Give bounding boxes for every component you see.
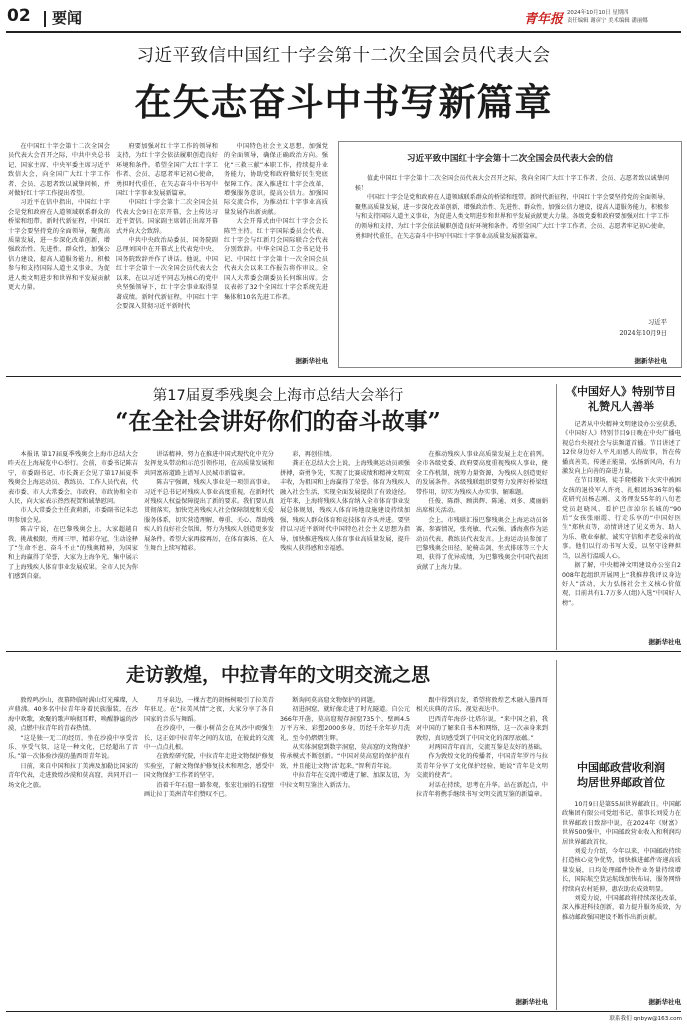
story3-col-4-text-para-1: 跟中得到启发，希望将敦煌艺术融入墨西哥相关庆典的音乐、视觉表达中。 xyxy=(416,697,548,714)
lead-col-2-text-para-2: 中国红十字会第十二次全国会员代表大会9日在京开幕，会上传达习近平贺信。国家副主席韩正出席开幕式并向大会致辞。 xyxy=(116,199,218,235)
sidebar2-divider xyxy=(556,660,557,1010)
story3-col-3-text-para-4: 中拉青年在交流中增进了解、加深友谊，为中拉文明互鉴注入新活力。 xyxy=(280,772,410,789)
lead-headline: 在矢志奋斗中书写新篇章 xyxy=(134,81,553,124)
story3-col-4-text-para-3: 对两国青年而言，交流互鉴是友好的基础。 xyxy=(428,744,546,752)
lead-col-1-text-para-2: 习近平在信中指出，中国红十字会是党和政府在人道领域联系群众的桥梁和纽带。新时代新征程，中国红十字会要坚持党的全面领导，聚焦高质量发展，进一步深化改革创新，增强政治性、先进性、群众性，加强公信力建设，提高人道服务能力，积极参与和支持国际人道主义事业，为促进人类文明进步和世界和平发展贡献更大力量。 xyxy=(8,199,110,292)
sidebar1-body xyxy=(562,420,681,634)
sidebar1-source: 据新华社电 xyxy=(648,638,681,646)
story3-col-4-text-para-2: 巴西青年海莎·比塔尔说，“来中国之前，我对中国的了解来自书本和网络，这一次亲身来到敦煌，真切感受到了中国文化的深厚底蕴。” xyxy=(416,715,548,742)
section-rule-2 xyxy=(6,651,681,652)
lead-col-1 xyxy=(8,142,110,354)
lead-col-3-text-para-1: 中国特色社会主义思想，加强党的全面领导，确保正确政治方向。强化“三救三献”本职工作，持续提升业务能力，协助党和政府做好民生兜底保障工作。深入推进红十字会改革，增强服务意识，提高公信力。加强国际交流合作，为推动红十字事业高质量发展作出新贡献。 xyxy=(224,143,328,216)
sidebar1-body-text-para-3: 据了解，中央精神文明建设办公室自2008年起组织开展网上“我推荐我评议身边好人”活动，大力弘扬社会主义核心价值观，目前共有1.7万多人(组)入选“中国好人榜”。 xyxy=(562,562,681,607)
letter-source: 据新华社电 xyxy=(634,357,667,365)
story2-col-2 xyxy=(144,450,274,640)
story3-col-4-text-para-5: 对话在持续，思考在升华。站在新起点，中拉青年将携手继续书写文明交流互鉴的新篇章。 xyxy=(416,781,548,799)
story3-col-2-text-para-2: 在沙漠中，一棵小树苗会在风沙中顽强生长，这正如中拉青年之间的友谊，在彼此的交流中一点点扎根。 xyxy=(144,725,274,752)
story2-col-4-text-para-2: 任俊、陈群、顾洪辉、陈通、刘多、虞丽娟出席相关活动。 xyxy=(416,498,548,515)
story2-col-4-text-para-1: 在推动残疾人事业高质量发展上走在前列。全市各级党委、政府要高度重视残疾人事业，健全工作机制，统筹力量资源，为残疾人创造更好的发展条件。各级残联组织要努力发挥好桥梁纽带作用，切实为残疾人办实事、解难题。 xyxy=(416,451,548,496)
story3-col-4-text-para-4: 作为敦煌文化的传播者，中国青年罗丹与拉美青年分享了文化保护经验，她说“青年是文明交流的使者”。 xyxy=(416,753,548,780)
story3-col-2-text-para-1: 月牙泉边，一棵古老的胡杨树吸引了拉美青年驻足。在“拉美风情”之夜，大家分享了各自国家的音乐与舞蹈。 xyxy=(144,697,274,723)
story3-col-1 xyxy=(8,696,138,1008)
sidebar2-body-text-para-3: 刘爱力说，中国邮政将持续深化改革，深入推进科技创新，着力提升服务质效，为推动邮政强国建设不断作出新贡献。 xyxy=(562,895,681,921)
letter-title: 习近平致中国红十字会第十二次全国会员代表大会的信 xyxy=(406,154,614,164)
lead-kicker: 习近平致信中国红十字会第十二次全国会员代表大会 xyxy=(136,46,551,66)
lead-col-2-text-para-1: 府要加强对红十字工作的领导和支持，为红十字会依法履职创造良好环境和条件。希望全国广大红十字工作者、会员、志愿者牢记初心使命，勇担时代重任，在矢志奋斗中书写中国红十字事业发展新篇章。 xyxy=(116,143,218,198)
story3-col-3-text-para-2: 初进洞窟，就好像走进了时光隧道。自公元366年开凿，莫高窟现存洞窟735个、壁画4.5万平方米、彩塑2000多身，历经千余年岁月洗礼，至今仍熠熠生辉。 xyxy=(280,706,410,742)
letter-body xyxy=(355,174,669,302)
story2-col-3-text-para-2: 龚正在总结大会上说，上海残奥运动员顽强拼搏，奋勇争先，实现了比赛成绩和精神文明双丰收，为祖国和上海赢得了荣誉。体育为残疾人融入社会生活，实现全面发展提供了有效途径。近年来，上海将残疾人体育纳入全市体育事业发展总体规划，残疾人体育场地设施建设持续加强，残疾人群众体育和竞技体育齐头并进。要坚持以习近平新时代中国特色社会主义思想为指导，加快推进残疾人体育事业高质量发展，提升残疾人获得感和幸福感。 xyxy=(280,460,410,553)
story3-headline: 走访敦煌，中拉青年的文明交流之思 xyxy=(125,664,430,686)
story2-col-1 xyxy=(8,450,138,640)
sidebar2-body xyxy=(562,800,681,992)
page-number: 02 xyxy=(7,6,31,26)
lead-col-3 xyxy=(224,142,328,352)
header-divider-icon xyxy=(44,11,46,27)
sidebar2-body-text-para-2: 刘爱力介绍，今年以来，中国邮政持续打造核心竞争优势，加快推进邮件寄递高质量发展，日均处理邮件快件业务量持续增长，国际航空货运航线加快布局，服务网络持续向农村延伸，惠农助农成效明显。 xyxy=(562,848,681,893)
header-editors: 责任编辑 谢彦宁 美术编辑 潘丽娜 xyxy=(567,18,648,24)
story3-col-4 xyxy=(416,696,548,994)
story2-col-3 xyxy=(280,450,410,640)
letter-signature: 习近平 xyxy=(647,318,667,326)
letter-body-text-para-2: 中国红十字会是党和政府在人道领域联系群众的桥梁和纽带。新时代新征程，中国红十字会要坚持党的全面领导，聚焦高质量发展，进一步深化改革创新，增强政治性、先进性、群众性，加强公信力建设，提高人道服务能力，积极参与和支持国际人道主义事业，为促进人类文明进步和世界和平发展贡献更大力量。各级党委和政府要加强对红十字工作的领导和支持，为红十字会依法履职创造良好环境和条件。希望全国广大红十字工作者、会员、志愿者牢记初心使命，勇担时代重任，在矢志奋斗中书写中国红十字事业高质量发展新篇章。 xyxy=(355,194,669,240)
sidebar1-body-text-para-1: 记者从中央精神文明建设办公室获悉，《中国好人》特别节目9日晚在中央广播电视总台央视社会与法频道首播。节目讲述了12位身边好人平凡而感人的故事，旨在传播真善美，传递正能量，弘扬新风尚，有力激发向上向善的奋进力量。 xyxy=(562,421,681,476)
lead-col-1-text-para-1: 在中国红十字会第十二次全国会员代表大会召开之际，中共中央总书记、国家主席、中央军委主席习近平致信大会，向全国广大红十字工作者、会员、志愿者致以诚挚问候，并对做好红十字工作提出希望。 xyxy=(8,143,110,198)
letter-box xyxy=(338,141,682,368)
story2-headline: “在全社会讲好你们的奋斗故事” xyxy=(115,408,441,435)
story3-source: 据新华社电 xyxy=(515,998,548,1006)
letter-body-text-para-1: 值此中国红十字会第十二次全国会员代表大会召开之际，我向全国广大红十字工作者、会员、志愿者致以诚挚问候！ xyxy=(355,175,669,192)
section-title: 要闻 xyxy=(52,9,83,27)
story3-col-2-text-para-4: 沿着千年石窟一路参观，张宏壮丽的石窟壁画让拉丁美洲青年们赞叹不已。 xyxy=(144,781,274,799)
footer-rule xyxy=(6,1011,681,1012)
lead-source: 据新华社电 xyxy=(295,357,328,365)
lead-col-2-text-para-3: 中共中央政治局委员、国务院副总理刘国中在开幕式上代表党中央、国务院致辞并作了讲话。他说，中国红十字会第十一次全国会员代表大会以来，在以习近平同志为核心的党中央坚强领导下，红十字会事业取得显著成绩。新时代新征程，中国红十字会要深入贯彻习近平新时代 xyxy=(116,237,218,310)
sidebar1-body-text-para-2: 在节目现场，徒手爬楼救下火灾中被困女孩的退役军人许亮、扎根团场36年的棉花研究员杨志刚、义务理发55年的八旬老党员赵晓风、看护巴彦淖尔长城的“90后”女孩张丽霞、行走乐享的“中国好医生”郑秋贞等，动情讲述了见义勇为、助人为乐、敬业奉献、诚实守信和孝老爱亲的故事。他们以行动书写大爱，以坚守诠释担当，以善行温暖人心。 xyxy=(562,477,681,560)
story3-col-1-text-para-2: “这是独一无二的经历，坐在沙漠中享受音乐、享受气氛，这是一种文化，已经超出了音乐。”第一次体验沙漠的墨西哥青年说。 xyxy=(8,734,138,761)
letter-date: 2024年10月9日 xyxy=(619,329,667,337)
story3-col-1-text-para-3: 日前，来自中国和拉丁美洲及加勒比国家的青年代表，走进敦煌沙漠和莫高窟，共同开启一场文化之旅。 xyxy=(8,762,138,789)
story2-col-1-text-para-3: 陈吉宁说，在巴黎残奥会上，大家超越自我、挑战极限，勇闯三甲，精彩夺冠，生动诠释了“生命不息、奋斗不止”的残奥精神，为国家和上海赢得了荣誉，大家为上海争光，集中展示了上海残疾人体育事业发展成果。全市人民为你们感到自豪。 xyxy=(8,526,138,581)
lead-col-3-text-para-2: 大会开幕式由中国红十字会会长陈竺主持。红十字国际委员会代表、红十字会与红新月会国际联合会代表分别致辞。中华全国总工会书记处书记、中国红十字会第十一次全国会员代表大会以来工作报告将作审议。全国人大常委会副委员长何维出席。会议表彰了32个全国红十字会系统先进集体和10名先进工作者。 xyxy=(224,218,328,301)
story2-col-1-text-para-2: 市人大常委会主任黄莉新，市委副书记朱忠明参加会见。 xyxy=(8,507,138,524)
story2-col-1-text-para-1: 本报讯 第17届夏季残奥会上海市总结大会昨天在上海展览中心举行。会前，市委书记陈吉宁，市委副书记、市长龚正会见了第17届夏季残奥会上海运动员、教练员、工作人员代表，代表市委、市人大常委会、市政府、市政协和全市人民，向大家表示热烈祝贺和诚挚慰问。 xyxy=(8,451,138,506)
story2-col-4 xyxy=(416,450,548,640)
story3-col-3 xyxy=(280,696,410,1008)
sidebar1-title: 《中国好人》特别节目 礼赞凡人善举 xyxy=(566,385,676,413)
header-rule xyxy=(6,31,681,33)
header-date: 2024年10月10日 星期四 xyxy=(567,10,629,16)
story2-col-2-text-para-2: 陈吉宁强调，残疾人事业是一项崇高事业。习近平总书记对残疾人事业高度重视，在新时代对残疾人权益保障提出了新的要求。我们要认真贯彻落实，加快完善残疾人社会保障制度和关爱服务体系，切实营造理解、尊重、关心、帮助残疾人的良好社会氛围，努力为残疾人创造更多发展条件。希望大家再接再厉，在体育赛场、在人生舞台上续写精彩。 xyxy=(144,479,274,553)
story2-col-2-text-para-1: 讲话精神，努力在推进中国式现代化中充分发挥龙头带动和示范引领作用，在高质量发展和共同富裕道路上谱写人民城市新篇章。 xyxy=(144,451,274,477)
sidebar2-title: 中国邮政营收利润 均居世界邮政首位 xyxy=(577,761,665,789)
newspaper-logo: 青年报 xyxy=(524,12,564,27)
section-rule-1 xyxy=(6,376,681,377)
story3-col-2-text-para-3: 在敦煌研究院，中拉青年走进文物保护修复实验室，了解文物保护修复技术和理念，感受中国文物保护工作者的坚守。 xyxy=(144,753,274,780)
story3-col-3-text-para-3: 从实体洞窟到数字洞窟，莫高窟的文物保护传承模式不断创新。“中国对莫高窟的保护很有效，并且能让文物‘活’起来，”智利青年说。 xyxy=(280,744,410,770)
sidebar2-body-text-para-1: 10月9日是第55届世界邮政日。中国邮政集团有限公司党组书记、董事长刘爱力在世界邮政日致辞中说，在2024年《财富》世界500强中，中国邮政营业收入和利润均居世界邮政首位。 xyxy=(562,801,681,846)
story3-col-3-text-para-1: 断询问莫高窟文物保护的问题。 xyxy=(292,697,380,704)
story3-col-2 xyxy=(144,696,274,1008)
sidebar2-source: 据新华社电 xyxy=(648,998,681,1006)
story2-col-3-text-para-1: 彩，再创佳绩。 xyxy=(292,451,336,458)
story3-col-1-text-para-1: 敦煌鸣沙山，夜幕降临时满山灯光璀璨，人声鼎沸。40多名中拉青年身着民族服装，在沙海中欢歌，欢聚的歌声响彻耳畔，唤醒静谧的沙漠，点燃中拉青年的青春热情。 xyxy=(8,697,138,733)
lead-col-2 xyxy=(116,142,218,354)
sidebar1-divider xyxy=(556,384,557,650)
story2-col-4-text-para-3: 会上，市残联汇报巴黎残奥会上海运动员备赛、参赛情况，张亮敏、代云强、潘海燕作为运动员代表、教练员代表发言。上海运动员参加了巴黎残奥会田径、轮椅击剑、坐式排球等三个大项，获得了优异成绩，为巴黎残奥会中国代表团贡献了上海力量。 xyxy=(416,516,548,571)
story2-kicker: 第17届夏季残奥会上海市总结大会举行 xyxy=(152,388,404,404)
footer-contact: 联系我们 qnbyw@163.com xyxy=(609,1016,682,1022)
